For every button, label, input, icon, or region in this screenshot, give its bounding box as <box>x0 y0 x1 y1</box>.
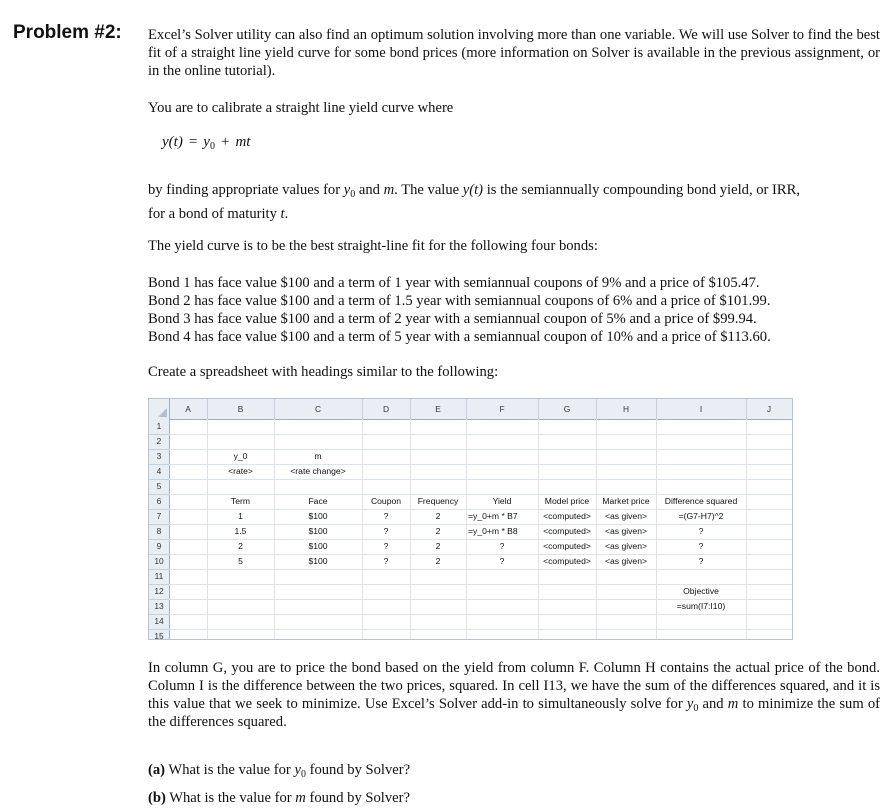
cell-i9: ? <box>698 541 704 551</box>
row-header-12: 12 <box>149 584 169 600</box>
row-header-7: 7 <box>149 509 169 525</box>
finding-t2: and <box>355 182 384 198</box>
cell-f6: Yield <box>492 496 512 506</box>
col-header-a: A <box>169 399 208 419</box>
finding-t3: . The value <box>394 182 463 198</box>
grid-line <box>169 629 792 630</box>
finding-t5: for a bond of maturity <box>148 206 281 222</box>
cell-d9: ? <box>383 541 389 551</box>
question-a-t2: found by Solver? <box>305 762 411 778</box>
cell-d7: ? <box>383 511 389 521</box>
question-a-y: y <box>294 762 301 778</box>
after-sub: 0 <box>693 703 699 714</box>
cell-g6: Model price <box>544 496 590 506</box>
cell-c6: Face <box>308 496 328 506</box>
col-header-d: D <box>362 399 411 419</box>
cell-h10: <as given> <box>604 556 648 566</box>
eq-y0-sub: 0 <box>209 141 215 152</box>
cell-c10: $100 <box>308 556 328 566</box>
cell-d8: ? <box>383 526 389 536</box>
cell-e6: Frequency <box>417 496 459 506</box>
cell-c7: $100 <box>308 511 328 521</box>
after-and: and <box>698 696 728 712</box>
finding-yt: y(t) <box>462 182 484 198</box>
cell-i10: ? <box>698 556 704 566</box>
cell-f7: =y_0+m * B7 <box>468 511 518 521</box>
column-header-bar <box>149 399 792 420</box>
finding-y: y <box>343 182 351 198</box>
cell-c4: <rate change> <box>290 466 346 476</box>
cell-c8: $100 <box>308 526 328 536</box>
col-header-j: J <box>766 404 772 414</box>
question-b-t1: What is the value for <box>165 790 296 806</box>
cell-i8: ? <box>698 526 704 536</box>
finding-tvar: t <box>280 206 285 222</box>
finding-paragraph <box>148 178 880 226</box>
question-a-sub: 0 <box>300 769 306 780</box>
cell-e8: 2 <box>435 526 441 536</box>
question-b-t2: found by Solver? <box>305 790 410 806</box>
cell-f10: ? <box>499 556 505 566</box>
grid-line <box>169 434 792 435</box>
row-header-4: 4 <box>149 464 169 480</box>
spreadsheet <box>148 398 793 640</box>
select-all-triangle-icon <box>158 408 167 417</box>
row-header-1: 1 <box>149 419 169 435</box>
after-text: In column G, you are to price the bond based on the yield from column F. Column H contains the actual price of the bond. Column I is the difference between the two prices, squared. In cell I13, we have the sum of the differences squared, and it is this value that we seek to minimize. Use Excel’s Solver add-in to simultaneously solve for <box>148 660 880 712</box>
finding-sub: 0 <box>350 189 356 200</box>
cell-b7: 1 <box>238 511 243 521</box>
cell-g7: <computed> <box>543 511 591 521</box>
cell-h9: <as given> <box>604 541 648 551</box>
row-header-13: 13 <box>149 599 169 615</box>
eq-equals: = <box>188 134 198 150</box>
cell-b6: Term <box>230 496 251 506</box>
col-header-f: F <box>466 399 539 419</box>
row-header-10: 10 <box>149 554 169 570</box>
row-header-2: 2 <box>149 434 169 450</box>
eq-y0: y <box>203 134 210 150</box>
grid-line <box>466 419 467 639</box>
finding-t1: by finding appropriate values for <box>148 182 344 198</box>
cell-g10: <computed> <box>543 556 591 566</box>
eq-plus: + <box>220 134 230 150</box>
cell-b4: <rate> <box>228 466 253 476</box>
cell-h8: <as given> <box>604 526 648 536</box>
cell-b3: y_0 <box>233 451 248 461</box>
question-a <box>148 761 410 779</box>
cell-h6: Market price <box>602 496 650 506</box>
after-y: y <box>686 696 694 712</box>
cell-b10: 5 <box>238 556 243 566</box>
row-header-5: 5 <box>149 479 169 495</box>
bond-2: Bond 2 has face value $100 and a term of 1.5 year with semiannual coupons of 6% and a price of $101.99. <box>148 293 771 309</box>
row-header-3: 3 <box>149 449 169 465</box>
cell-d10: ? <box>383 556 389 566</box>
cell-i7: =(G7-H7)^2 <box>678 511 724 521</box>
cell-f9: ? <box>499 541 505 551</box>
cell-c3: m <box>314 451 322 461</box>
finding-t4: is the semiannually compounding bond yield, or IRR, <box>483 182 801 198</box>
cell-h7: <as given> <box>604 511 648 521</box>
grid-line <box>169 479 792 480</box>
intro-paragraph: Excel’s Solver utility can also find an optimum solution involving more than one variable. We will use Solver to find the best fit of a straight line yield curve for some bond prices (more information on Solver is available in the previous assignment, or in the online tutorial). <box>148 27 880 79</box>
bond-4: Bond 4 has face value $100 and a term of 5 year with a semiannual coupon of 10% and a price of $113.60. <box>148 329 771 345</box>
row-header-bar <box>149 419 170 639</box>
select-all-corner <box>149 399 170 420</box>
after-m: m <box>727 696 739 712</box>
cell-b9: 2 <box>238 541 243 551</box>
cell-i12: Objective <box>683 586 719 596</box>
cell-e10: 2 <box>435 556 441 566</box>
yield-curve-equation <box>162 134 250 151</box>
cell-i6: Difference squared <box>664 496 738 506</box>
finding-m: m <box>383 182 395 198</box>
cell-g8: <computed> <box>543 526 591 536</box>
cell-c9: $100 <box>308 541 328 551</box>
row-header-8: 8 <box>149 524 169 540</box>
col-header-c: C <box>274 399 363 419</box>
cell-b8: 1.5 <box>234 526 247 536</box>
col-header-i: I <box>656 399 747 419</box>
question-a-label: (a) <box>148 762 166 778</box>
col-header-h: H <box>596 399 657 419</box>
bond-1: Bond 1 has face value $100 and a term of 1 year with semiannual coupons of 9% and a price of $105.47. <box>148 275 760 291</box>
row-header-6: 6 <box>149 494 169 510</box>
row-header-9: 9 <box>149 539 169 555</box>
eq-mt: mt <box>235 134 251 150</box>
bond-3: Bond 3 has face value $100 and a term of 2 year with a semiannual coupon of 5% and a price of $99.94. <box>148 311 757 327</box>
row-header-11: 11 <box>149 569 169 585</box>
instructions-paragraph <box>148 659 880 731</box>
cell-d6: Coupon <box>370 496 402 506</box>
create-text: Create a spreadsheet with headings similar to the following: <box>148 364 499 380</box>
question-b-m: m <box>295 790 306 806</box>
cell-e7: 2 <box>435 511 441 521</box>
problem-heading: Problem #2: <box>13 22 122 43</box>
col-header-b: B <box>207 399 275 419</box>
question-b <box>148 789 410 807</box>
row-header-14: 14 <box>149 614 169 630</box>
after-end: to minimize the sum of the differences squared. <box>148 696 881 730</box>
cell-g9: <computed> <box>543 541 591 551</box>
question-a-t1: What is the value for <box>165 762 295 778</box>
grid-line <box>746 419 747 639</box>
grid-line <box>169 614 792 615</box>
cell-e9: 2 <box>435 541 441 551</box>
cell-i13: =sum(I7:I10) <box>676 601 726 611</box>
row-header-15: 15 <box>149 629 169 640</box>
col-header-g: G <box>538 399 597 419</box>
col-header-e: E <box>410 399 467 419</box>
cell-f8: =y_0+m * B8 <box>468 526 518 536</box>
grid-line <box>169 569 792 570</box>
calibrate-text: You are to calibrate a straight line yield curve where <box>148 100 454 116</box>
question-b-label: (b) <box>148 790 166 806</box>
eq-lhs: y(t) <box>162 134 183 150</box>
bestfit-text: The yield curve is to be the best straight-line fit for the following four bonds: <box>148 238 598 254</box>
finding-t6: . <box>284 206 289 222</box>
